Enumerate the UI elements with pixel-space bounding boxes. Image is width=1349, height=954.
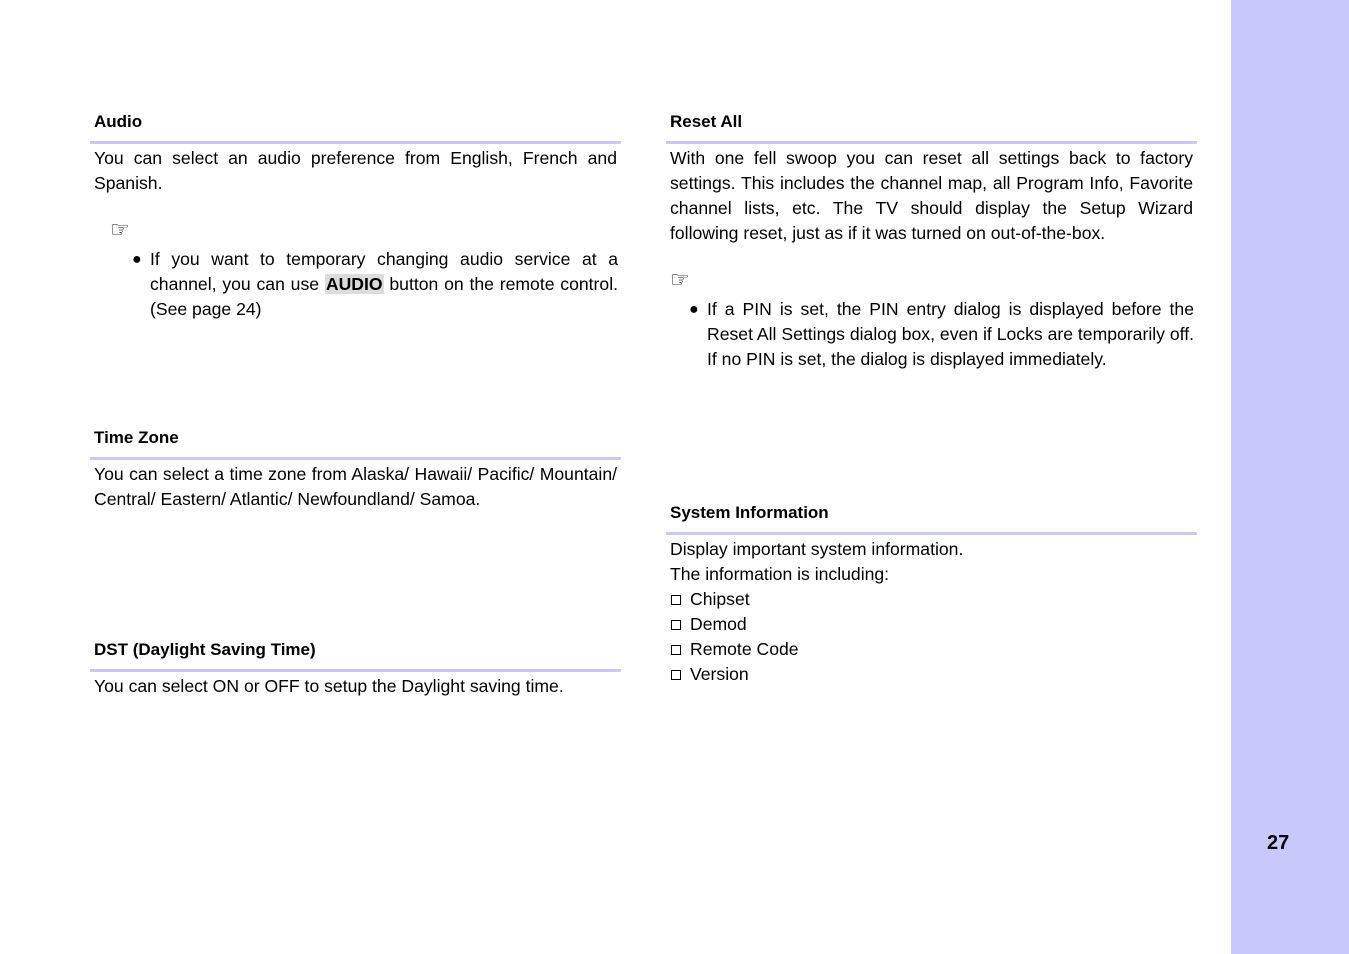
bullet-icon: ●: [689, 301, 699, 318]
reset-all-heading: Reset All: [670, 112, 743, 131]
system-info-item: Remote Code: [690, 639, 799, 659]
system-info-section: [666, 503, 1197, 687]
system-info-heading: System Information: [670, 503, 829, 522]
pointing-hand-icon: ☞: [110, 217, 130, 242]
list-item: [666, 662, 1197, 687]
audio-note-text-after: button on the remote control. (See page 24): [150, 274, 618, 319]
square-bullet-icon: [671, 670, 681, 680]
square-bullet-icon: [671, 645, 681, 655]
system-info-line1: Display important system information.: [670, 539, 964, 559]
section-divider: [666, 141, 1197, 144]
section-divider: [90, 457, 621, 460]
time-zone-heading: Time Zone: [94, 428, 179, 447]
dst-body: You can select ON or OFF to setup the Daylight saving time.: [94, 676, 564, 696]
dst-section: [90, 640, 621, 699]
system-info-list: [666, 587, 1197, 687]
list-item: [666, 637, 1197, 662]
page-sidebar: [1231, 0, 1349, 954]
time-zone-body: You can select a time zone from Alaska/ Hawaii/ Pacific/ Mountain/ Central/ Eastern/ Atlantic/ Newfoundland/ Samoa.: [94, 464, 617, 509]
section-divider: [90, 141, 621, 144]
dst-heading: DST (Daylight Saving Time): [94, 640, 316, 659]
list-item: [666, 612, 1197, 637]
reset-all-body: With one fell swoop you can reset all settings back to factory settings. This includes the channel map, all Program Info, Favorite channel lists, etc. The TV should display the Setup Wizard following reset, just as if it was turned on out-of-the-box.: [670, 148, 1193, 243]
system-info-item: Version: [690, 664, 749, 684]
system-info-item: Chipset: [690, 589, 750, 609]
audio-body: You can select an audio preference from English, French and Spanish.: [94, 148, 617, 193]
time-zone-section: [90, 428, 621, 512]
list-item: [666, 587, 1197, 612]
section-divider: [90, 669, 621, 672]
bullet-icon: ●: [132, 251, 142, 268]
reset-all-note-item: [689, 297, 1194, 372]
audio-note-list: [132, 247, 618, 322]
square-bullet-icon: [671, 595, 681, 605]
system-info-line2: The information is including:: [670, 564, 890, 584]
system-info-item: Demod: [690, 614, 747, 634]
audio-section: [90, 112, 621, 322]
audio-note-text-before: If you want to temporary changing audio service at a channel, you can use: [150, 249, 618, 294]
audio-button-label: AUDIO: [325, 274, 383, 294]
pointing-hand-icon: ☞: [670, 267, 690, 292]
square-bullet-icon: [671, 620, 681, 630]
reset-all-note-text: If a PIN is set, the PIN entry dialog is displayed before the Reset All Settings dialog box, even if Locks are temporarily off. If no PIN is set, the dialog is displayed immediately.: [707, 299, 1194, 369]
audio-note-item: [132, 247, 618, 322]
reset-all-note-list: [689, 297, 1194, 372]
reset-all-section: [666, 112, 1197, 372]
page-number: 27: [1267, 832, 1290, 854]
audio-heading: Audio: [94, 112, 143, 131]
section-divider: [666, 532, 1197, 535]
